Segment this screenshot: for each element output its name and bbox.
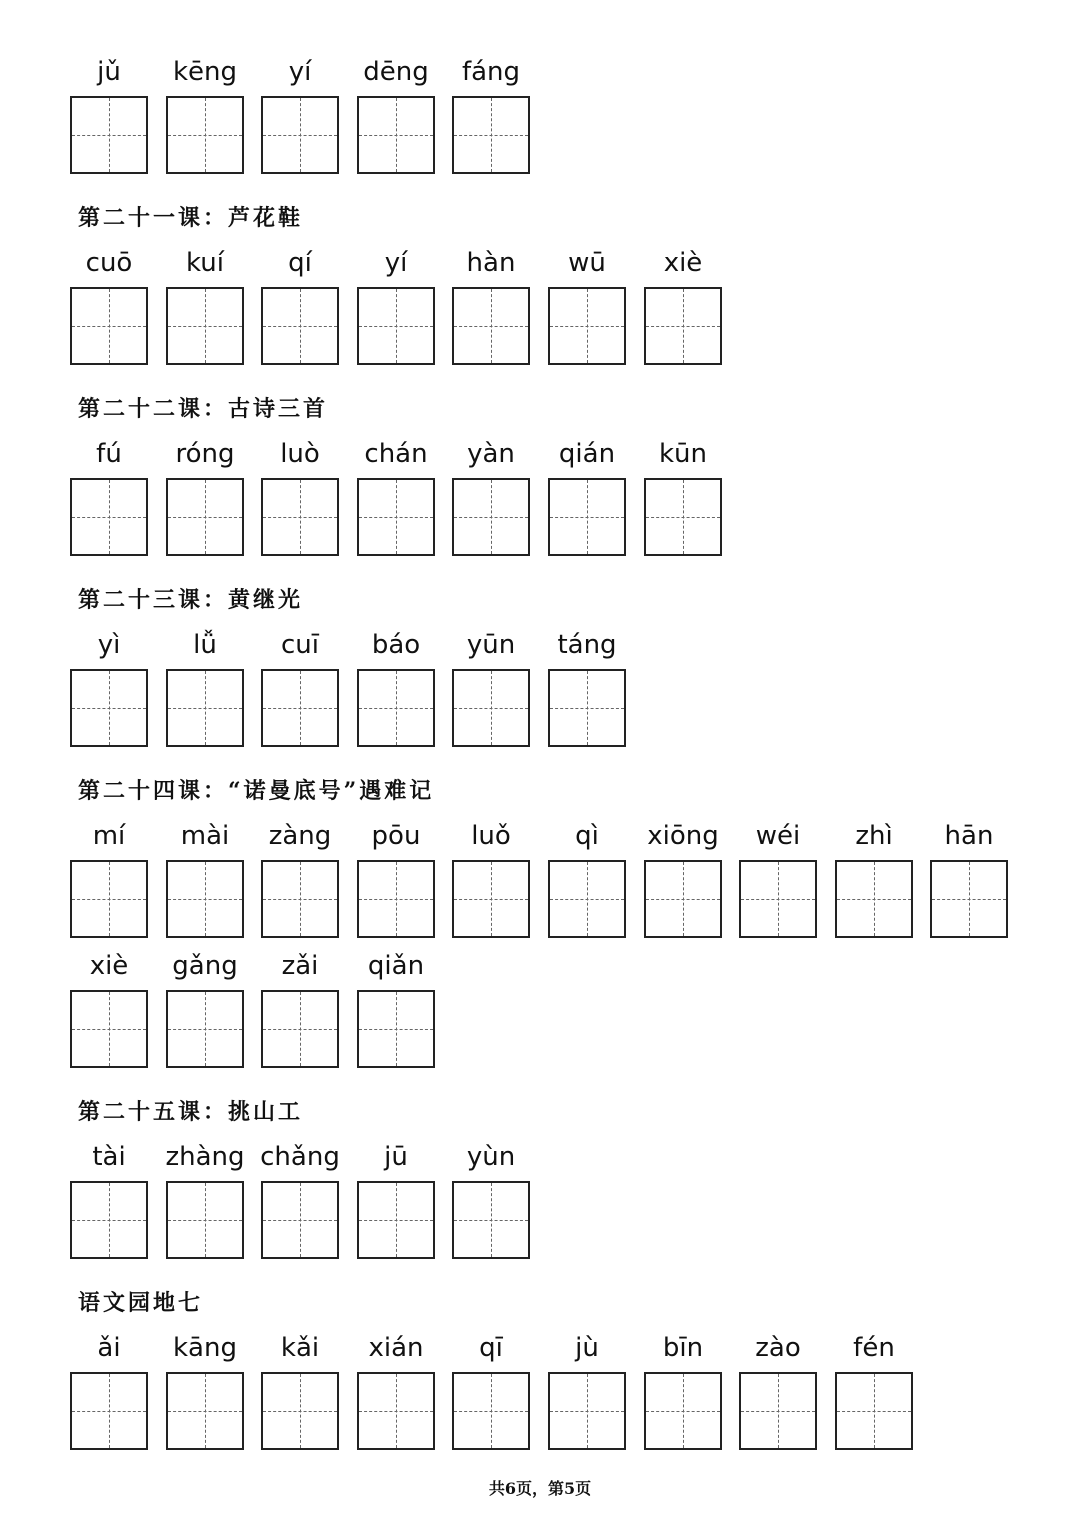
pinyin-label: lǚ	[193, 630, 217, 660]
pinyin-label: wéi	[755, 821, 801, 851]
tianzige-writing-box[interactable]	[261, 478, 339, 556]
tianzige-writing-box[interactable]	[548, 669, 626, 747]
pinyin-label: kǎi	[280, 1333, 320, 1363]
tianzige-writing-box[interactable]	[357, 1372, 435, 1450]
vertical-guide-line	[396, 671, 397, 745]
tianzige-writing-box[interactable]	[452, 1372, 530, 1450]
character-cell	[70, 434, 148, 564]
tianzige-writing-box[interactable]	[166, 287, 244, 365]
pinyin-label: yūn	[466, 630, 516, 660]
vertical-guide-line	[300, 992, 301, 1066]
character-cell	[357, 52, 435, 182]
lesson-title: 第二十五课：挑山工	[78, 1099, 304, 1125]
character-cell	[644, 1328, 722, 1458]
pinyin-label: xián	[368, 1333, 424, 1363]
pinyin-label: tài	[92, 1142, 126, 1172]
tianzige-writing-box[interactable]	[166, 860, 244, 938]
tianzige-writing-box[interactable]	[70, 1372, 148, 1450]
character-cell	[261, 625, 339, 755]
tianzige-writing-box[interactable]	[357, 990, 435, 1068]
tianzige-writing-box[interactable]	[166, 1372, 244, 1450]
tianzige-writing-box[interactable]	[739, 860, 817, 938]
pinyin-label: jù	[575, 1333, 599, 1363]
lesson-title: 第二十四课：“诺曼底号”遇难记	[78, 778, 435, 804]
tianzige-writing-box[interactable]	[261, 96, 339, 174]
character-cell	[548, 243, 626, 373]
character-cell	[357, 434, 435, 564]
tianzige-writing-box[interactable]	[261, 990, 339, 1068]
page-footer: 共6页，第5页	[488, 1479, 592, 1498]
vertical-guide-line	[205, 480, 206, 554]
pinyin-label: xiè	[663, 248, 703, 278]
character-row	[70, 52, 1030, 182]
character-cell	[548, 1328, 626, 1458]
vertical-guide-line	[491, 98, 492, 172]
vertical-guide-line	[491, 1374, 492, 1448]
pinyin-label: qí	[288, 248, 312, 278]
character-cell	[357, 816, 435, 946]
vertical-guide-line	[778, 862, 779, 936]
vertical-guide-line	[205, 862, 206, 936]
tianzige-writing-box[interactable]	[644, 1372, 722, 1450]
character-row	[70, 625, 1030, 755]
tianzige-writing-box[interactable]	[452, 860, 530, 938]
character-cell	[261, 946, 339, 1076]
character-cell	[166, 625, 244, 755]
vertical-guide-line	[396, 1374, 397, 1448]
vertical-guide-line	[109, 862, 110, 936]
vertical-guide-line	[396, 1183, 397, 1257]
character-cell	[452, 1137, 530, 1267]
vertical-guide-line	[300, 671, 301, 745]
vertical-guide-line	[109, 480, 110, 554]
character-cell	[261, 816, 339, 946]
character-cell	[452, 625, 530, 755]
pinyin-label: mí	[92, 821, 126, 851]
tianzige-writing-box[interactable]	[548, 287, 626, 365]
tianzige-writing-box[interactable]	[357, 860, 435, 938]
character-cell	[261, 243, 339, 373]
character-cell	[70, 1328, 148, 1458]
pinyin-label: luò	[280, 439, 320, 469]
lesson-title: 第二十一课：芦花鞋	[78, 205, 304, 231]
tianzige-writing-box[interactable]	[261, 669, 339, 747]
pinyin-label: táng	[557, 630, 617, 660]
character-cell	[261, 1137, 339, 1267]
vertical-guide-line	[491, 671, 492, 745]
character-cell	[739, 816, 817, 946]
character-cell	[644, 816, 722, 946]
pinyin-label: fú	[96, 439, 122, 469]
lesson-title: 语文园地七	[78, 1290, 204, 1316]
pinyin-label: dēng	[363, 57, 429, 87]
tianzige-writing-box[interactable]	[70, 990, 148, 1068]
pinyin-label: zǎi	[281, 951, 319, 981]
character-cell	[70, 52, 148, 182]
vertical-guide-line	[491, 1183, 492, 1257]
character-cell	[166, 1137, 244, 1267]
vertical-guide-line	[205, 1374, 206, 1448]
character-cell	[644, 243, 722, 373]
vertical-guide-line	[300, 1374, 301, 1448]
tianzige-writing-box[interactable]	[70, 478, 148, 556]
character-cell	[261, 52, 339, 182]
tianzige-writing-box[interactable]	[548, 1372, 626, 1450]
tianzige-writing-box[interactable]	[70, 860, 148, 938]
character-cell	[357, 1137, 435, 1267]
pinyin-label: kūn	[658, 439, 707, 469]
pinyin-label: qián	[558, 439, 616, 469]
pinyin-label: mài	[180, 821, 230, 851]
pinyin-label: qiǎn	[367, 951, 425, 981]
vertical-guide-line	[969, 862, 970, 936]
tianzige-writing-box[interactable]	[70, 96, 148, 174]
pinyin-label: xiè	[89, 951, 129, 981]
tianzige-writing-box[interactable]	[452, 287, 530, 365]
tianzige-writing-box[interactable]	[166, 669, 244, 747]
character-cell	[835, 1328, 913, 1458]
tianzige-writing-box[interactable]	[739, 1372, 817, 1450]
vertical-guide-line	[396, 862, 397, 936]
character-row	[70, 1137, 1030, 1267]
character-cell	[452, 1328, 530, 1458]
pinyin-label: ǎi	[97, 1333, 121, 1363]
character-cell	[70, 816, 148, 946]
tianzige-writing-box[interactable]	[452, 669, 530, 747]
character-cell	[166, 816, 244, 946]
vertical-guide-line	[109, 1183, 110, 1257]
vertical-guide-line	[300, 98, 301, 172]
vertical-guide-line	[491, 289, 492, 363]
pinyin-label: jū	[384, 1142, 408, 1172]
character-row	[70, 243, 1030, 373]
vertical-guide-line	[109, 671, 110, 745]
tianzige-writing-box[interactable]	[70, 287, 148, 365]
tianzige-writing-box[interactable]	[644, 287, 722, 365]
pinyin-label: qì	[575, 821, 599, 851]
pinyin-label: fáng	[461, 57, 521, 87]
vertical-guide-line	[587, 862, 588, 936]
tianzige-writing-box[interactable]	[166, 478, 244, 556]
pinyin-label: hān	[944, 821, 994, 851]
tianzige-writing-box[interactable]	[452, 96, 530, 174]
pinyin-label: yùn	[466, 1142, 516, 1172]
tianzige-writing-box[interactable]	[835, 1372, 913, 1450]
character-cell	[357, 1328, 435, 1458]
pinyin-label: yí	[288, 57, 312, 87]
tianzige-writing-box[interactable]	[70, 1181, 148, 1259]
vertical-guide-line	[683, 480, 684, 554]
character-cell	[166, 52, 244, 182]
pinyin-label: yí	[384, 248, 408, 278]
vertical-guide-line	[683, 289, 684, 363]
tianzige-writing-box[interactable]	[930, 860, 1008, 938]
pinyin-label: kēng	[172, 57, 238, 87]
tianzige-writing-box[interactable]	[261, 860, 339, 938]
pinyin-label: cuō	[85, 248, 133, 278]
character-cell	[452, 52, 530, 182]
character-cell	[166, 243, 244, 373]
pinyin-label: cuī	[281, 630, 319, 660]
pinyin-label: zàng	[268, 821, 332, 851]
character-cell	[452, 243, 530, 373]
tianzige-writing-box[interactable]	[357, 96, 435, 174]
tianzige-writing-box[interactable]	[452, 1181, 530, 1259]
pinyin-label: wū	[568, 248, 606, 278]
vertical-guide-line	[491, 862, 492, 936]
pinyin-label: chán	[364, 439, 428, 469]
pinyin-label: kuí	[186, 248, 224, 278]
pinyin-label: jǔ	[97, 57, 121, 87]
tianzige-writing-box[interactable]	[357, 478, 435, 556]
character-cell	[70, 625, 148, 755]
character-cell	[70, 243, 148, 373]
vertical-guide-line	[300, 862, 301, 936]
pinyin-label: yì	[97, 630, 121, 660]
character-cell	[357, 946, 435, 1076]
pinyin-label: chǎng	[260, 1142, 340, 1172]
vertical-guide-line	[300, 289, 301, 363]
pinyin-label: zào	[755, 1333, 801, 1363]
tianzige-writing-box[interactable]	[261, 287, 339, 365]
pinyin-label: fén	[853, 1333, 895, 1363]
vertical-guide-line	[778, 1374, 779, 1448]
tianzige-writing-box[interactable]	[548, 860, 626, 938]
pinyin-label: kāng	[173, 1333, 237, 1363]
character-cell	[357, 243, 435, 373]
character-cell	[835, 816, 913, 946]
vertical-guide-line	[205, 671, 206, 745]
vertical-guide-line	[396, 98, 397, 172]
pinyin-label: báo	[371, 630, 421, 660]
character-cell	[452, 816, 530, 946]
tianzige-writing-box[interactable]	[357, 1181, 435, 1259]
pinyin-label: luǒ	[471, 821, 511, 851]
pinyin-label: róng	[175, 439, 235, 469]
vertical-guide-line	[396, 992, 397, 1066]
vertical-guide-line	[205, 98, 206, 172]
tianzige-writing-box[interactable]	[835, 860, 913, 938]
vertical-guide-line	[396, 289, 397, 363]
pinyin-label: zhì	[855, 821, 893, 851]
pinyin-label: gǎng	[172, 951, 238, 981]
vertical-guide-line	[587, 671, 588, 745]
pinyin-label: pōu	[371, 821, 421, 851]
tianzige-writing-box[interactable]	[261, 1372, 339, 1450]
vertical-guide-line	[205, 289, 206, 363]
pinyin-label: zhàng	[165, 1142, 245, 1172]
pinyin-label: hàn	[466, 248, 516, 278]
character-cell	[930, 816, 1008, 946]
character-cell	[548, 816, 626, 946]
character-cell	[166, 434, 244, 564]
vertical-guide-line	[300, 480, 301, 554]
vertical-guide-line	[205, 992, 206, 1066]
vertical-guide-line	[109, 992, 110, 1066]
vertical-guide-line	[109, 1374, 110, 1448]
character-row	[70, 816, 1030, 946]
character-cell	[739, 1328, 817, 1458]
tianzige-writing-box[interactable]	[166, 1181, 244, 1259]
vertical-guide-line	[205, 1183, 206, 1257]
character-cell	[70, 1137, 148, 1267]
vertical-guide-line	[300, 1183, 301, 1257]
pinyin-label: xiōng	[647, 821, 719, 851]
lesson-title: 第二十二课：古诗三首	[78, 396, 329, 422]
character-cell	[452, 434, 530, 564]
vertical-guide-line	[683, 862, 684, 936]
tianzige-writing-box[interactable]	[357, 669, 435, 747]
vertical-guide-line	[683, 1374, 684, 1448]
tianzige-writing-box[interactable]	[548, 478, 626, 556]
tianzige-writing-box[interactable]	[166, 96, 244, 174]
character-cell	[166, 1328, 244, 1458]
character-cell	[261, 1328, 339, 1458]
tianzige-writing-box[interactable]	[166, 990, 244, 1068]
character-cell	[357, 625, 435, 755]
character-cell	[70, 946, 148, 1076]
character-cell	[548, 434, 626, 564]
character-cell	[644, 434, 722, 564]
pinyin-label: yàn	[467, 439, 515, 469]
tianzige-writing-box[interactable]	[70, 669, 148, 747]
character-cell	[166, 946, 244, 1076]
vertical-guide-line	[587, 480, 588, 554]
tianzige-writing-box[interactable]	[644, 860, 722, 938]
vertical-guide-line	[491, 480, 492, 554]
character-cell	[261, 434, 339, 564]
vertical-guide-line	[587, 289, 588, 363]
vertical-guide-line	[874, 862, 875, 936]
vertical-guide-line	[587, 1374, 588, 1448]
tianzige-writing-box[interactable]	[644, 478, 722, 556]
tianzige-writing-box[interactable]	[357, 287, 435, 365]
vertical-guide-line	[874, 1374, 875, 1448]
pinyin-label: qī	[479, 1333, 503, 1363]
tianzige-writing-box[interactable]	[261, 1181, 339, 1259]
pinyin-label: bīn	[662, 1333, 704, 1363]
vertical-guide-line	[109, 289, 110, 363]
lesson-title: 第二十三课：黄继光	[78, 587, 304, 613]
character-row	[70, 946, 1030, 1076]
vertical-guide-line	[396, 480, 397, 554]
character-row	[70, 434, 1030, 564]
tianzige-writing-box[interactable]	[452, 478, 530, 556]
vertical-guide-line	[109, 98, 110, 172]
character-row	[70, 1328, 1030, 1458]
character-cell	[548, 625, 626, 755]
